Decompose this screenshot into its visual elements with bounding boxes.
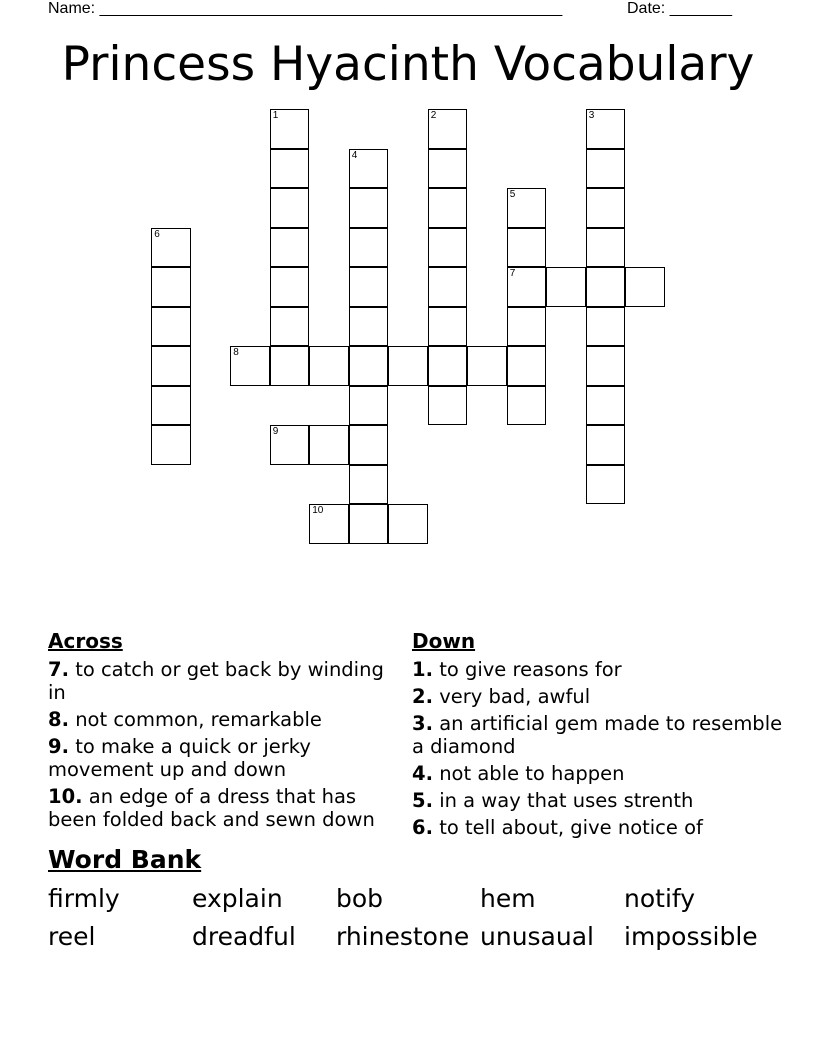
clue-number: 5.: [412, 789, 433, 812]
crossword-cell[interactable]: [388, 346, 428, 386]
crossword-cell[interactable]: [349, 149, 389, 189]
crossword-cell[interactable]: [586, 188, 626, 228]
clue-number-label: 4: [351, 149, 358, 161]
clue-number-label: 8: [233, 347, 239, 359]
crossword-cell[interactable]: [309, 346, 349, 386]
crossword-cell[interactable]: [586, 425, 626, 465]
page-title: Princess Hyacinth Vocabulary: [61, 37, 755, 92]
word-bank-word: firmly: [48, 884, 120, 913]
word-bank-word: reel: [48, 922, 96, 951]
date-field[interactable]: Date: _______: [627, 0, 732, 17]
clue-number-label: 3: [588, 110, 595, 122]
crossword-cell[interactable]: [586, 109, 626, 149]
clue-number: 3.: [412, 712, 433, 735]
word-bank-word: dreadful: [192, 922, 296, 951]
across-clue-8: [48, 708, 393, 731]
crossword-cell[interactable]: [270, 307, 310, 347]
crossword-cell[interactable]: [428, 346, 468, 386]
crossword-cell[interactable]: [467, 346, 507, 386]
clue-number: 8.: [48, 708, 69, 731]
crossword-cell[interactable]: [428, 386, 468, 426]
clue-text: to make a quick or jerky movement up and down: [48, 735, 311, 781]
word-bank-word: impossible: [624, 922, 758, 951]
crossword-cell[interactable]: [546, 267, 586, 307]
clue-number-label: 10: [312, 505, 324, 517]
crossword-cell[interactable]: [151, 346, 191, 386]
crossword-cell[interactable]: [270, 267, 310, 307]
word-bank-word: rhinestone: [336, 922, 470, 951]
crossword-cell[interactable]: [586, 346, 626, 386]
crossword-cell[interactable]: [625, 267, 665, 307]
down-clue-4: [412, 762, 792, 785]
down-clue-3: [412, 712, 792, 758]
crossword-cell[interactable]: [349, 228, 389, 268]
word-bank-word: bob: [336, 884, 384, 913]
crossword-cell[interactable]: [428, 149, 468, 189]
crossword-cell[interactable]: [428, 267, 468, 307]
crossword-cell[interactable]: [270, 149, 310, 189]
crossword-cell[interactable]: [270, 425, 310, 465]
clue-text: an artificial gem made to resemble a diamond: [412, 712, 783, 758]
clue-text: to tell about, give notice of: [439, 816, 703, 839]
word-bank-word: unusaual: [480, 922, 594, 951]
clue-text: to give reasons for: [439, 658, 622, 681]
clue-number: 4.: [412, 762, 433, 785]
crossword-cell[interactable]: [151, 267, 191, 307]
word-bank-heading: Word Bank: [48, 845, 202, 874]
clue-number-label: 9: [272, 426, 279, 438]
crossword-cell[interactable]: [151, 307, 191, 347]
crossword-cell[interactable]: [507, 188, 547, 228]
crossword-cell[interactable]: [586, 465, 626, 505]
crossword-cell[interactable]: [428, 228, 468, 268]
word-bank-word: notify: [624, 884, 696, 913]
crossword-cell[interactable]: [586, 307, 626, 347]
crossword-cell[interactable]: [270, 346, 310, 386]
crossword-cell[interactable]: [349, 267, 389, 307]
crossword-cell[interactable]: [388, 504, 428, 544]
clue-text: in a way that uses strenth: [439, 789, 694, 812]
crossword-cell[interactable]: [586, 267, 626, 307]
down-clue-1: [412, 658, 792, 681]
crossword-cell[interactable]: [309, 504, 349, 544]
word-bank-word: explain: [192, 884, 283, 913]
down-clue-5: [412, 789, 792, 812]
name-field[interactable]: Name: ____________________________________________________: [48, 0, 563, 17]
clue-number: 7.: [48, 658, 69, 681]
clue-number-label: 5: [509, 189, 516, 201]
across-clue-list: [48, 658, 393, 835]
clue-text: very bad, awful: [439, 685, 591, 708]
crossword-cell[interactable]: [309, 425, 349, 465]
crossword-cell[interactable]: [270, 109, 310, 149]
across-clue-10: [48, 785, 393, 831]
clue-number: 10.: [48, 785, 83, 808]
clue-text: an edge of a dress that has been folded back and sewn down: [48, 785, 375, 831]
crossword-cell[interactable]: [349, 307, 389, 347]
crossword-cell[interactable]: [270, 228, 310, 268]
crossword-cell[interactable]: [230, 346, 270, 386]
across-clue-7: [48, 658, 393, 704]
clue-number: 6.: [412, 816, 433, 839]
word-bank-word: hem: [480, 884, 536, 913]
clue-number-label: 2: [430, 110, 437, 122]
crossword-cell[interactable]: [507, 346, 547, 386]
clue-number: 9.: [48, 735, 69, 758]
crossword-cell[interactable]: [507, 307, 547, 347]
crossword-cell[interactable]: [349, 188, 389, 228]
crossword-cell[interactable]: [586, 386, 626, 426]
crossword-cell[interactable]: [349, 386, 389, 426]
crossword-cell[interactable]: [507, 267, 547, 307]
crossword-cell[interactable]: [151, 228, 191, 268]
clue-text: to catch or get back by winding in: [48, 658, 384, 704]
crossword-cell[interactable]: [349, 346, 389, 386]
clue-text: not able to happen: [439, 762, 625, 785]
down-clue-2: [412, 685, 792, 708]
crossword-cell[interactable]: [349, 425, 389, 465]
crossword-cell[interactable]: [349, 465, 389, 505]
down-clue-6: [412, 816, 792, 839]
down-heading: Down: [412, 629, 476, 653]
down-clue-list: [412, 658, 792, 843]
clue-number-label: 6: [154, 228, 160, 240]
crossword-cell[interactable]: [349, 504, 389, 544]
crossword-cell[interactable]: [428, 307, 468, 347]
clue-number: 1.: [412, 658, 433, 681]
crossword-cell[interactable]: [586, 149, 626, 189]
crossword-cell[interactable]: [270, 188, 310, 228]
crossword-cell[interactable]: [507, 228, 547, 268]
crossword-cell[interactable]: [428, 109, 468, 149]
crossword-cell[interactable]: [151, 425, 191, 465]
crossword-cell[interactable]: [586, 228, 626, 268]
clue-number: 2.: [412, 685, 433, 708]
clue-text: not common, remarkable: [75, 708, 322, 731]
crossword-cell[interactable]: [428, 188, 468, 228]
clue-number-label: 1: [272, 110, 279, 122]
clue-number-label: 7: [509, 268, 516, 280]
crossword-cell[interactable]: [507, 386, 547, 426]
crossword-cell[interactable]: [151, 386, 191, 426]
across-clue-9: [48, 735, 393, 781]
across-heading: Across: [48, 629, 123, 653]
